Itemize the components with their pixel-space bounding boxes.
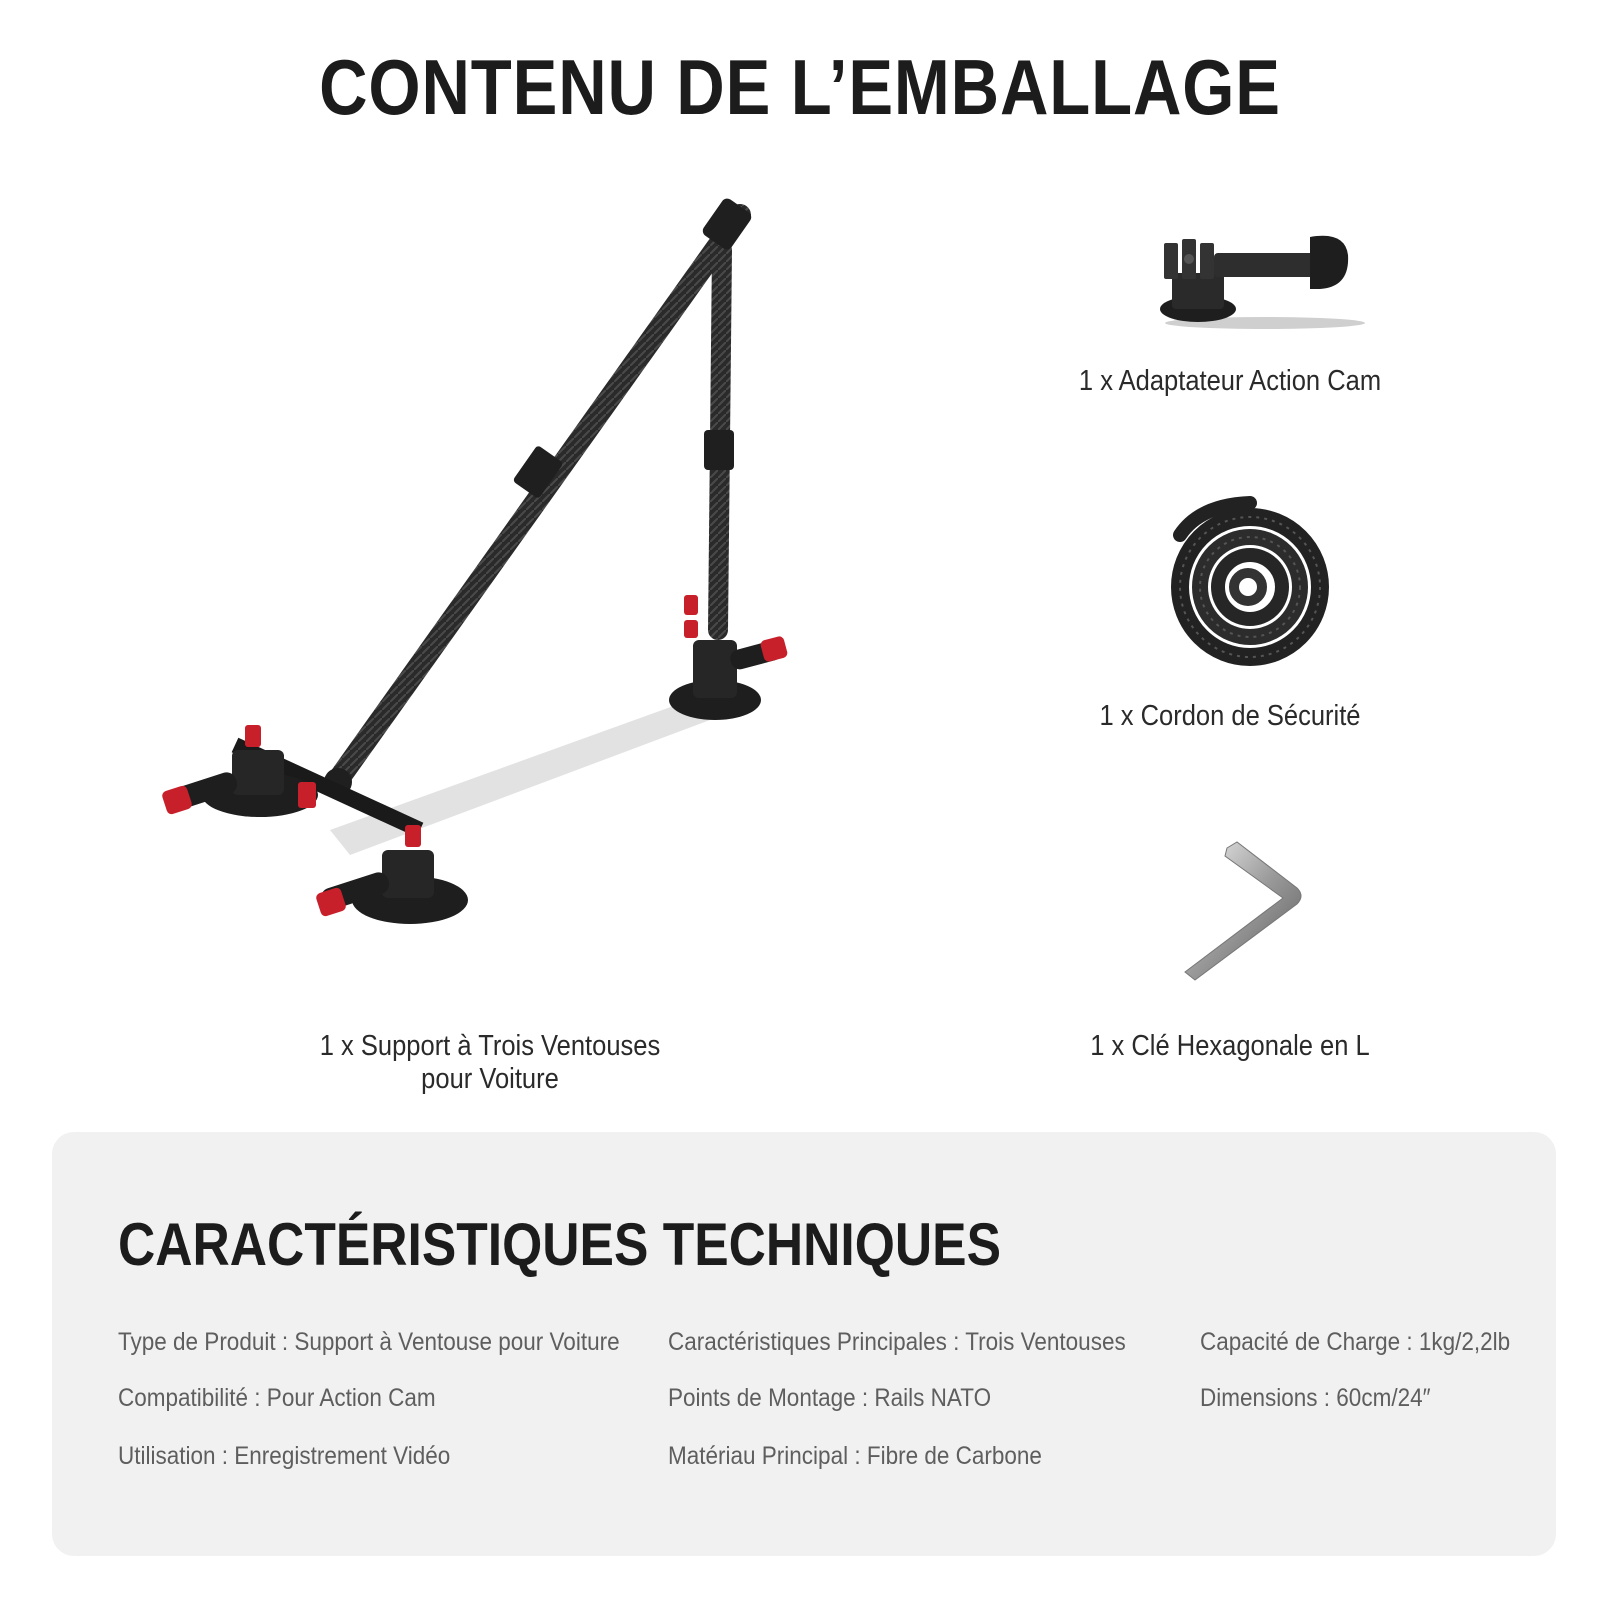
hex-key-image bbox=[1175, 840, 1315, 990]
spec-compatibility: Compatibilité : Pour Action Cam bbox=[118, 1384, 436, 1412]
spec-main-features: Caractéristiques Principales : Trois Ventouses bbox=[668, 1328, 1126, 1356]
spec-mount-points: Points de Montage : Rails NATO bbox=[668, 1384, 992, 1412]
specs-title: CARACTÉRISTIQUES TECHNIQUES bbox=[118, 1211, 1002, 1278]
item-label-adapter: 1 x Adaptateur Action Cam bbox=[1078, 365, 1382, 397]
spec-dimensions: Dimensions : 60cm/24″ bbox=[1200, 1384, 1431, 1412]
page-title: CONTENU DE L’EMBALLAGE bbox=[319, 43, 1281, 131]
spec-product-type: Type de Produit : Support à Ventouse pour Voiture bbox=[118, 1328, 620, 1356]
item-label-hex-key: 1 x Clé Hexagonale en L bbox=[1090, 1030, 1370, 1062]
specs-panel bbox=[52, 1132, 1556, 1556]
item-label-mount: 1 x Support à Trois Ventouses pour Voiture bbox=[319, 1030, 661, 1095]
spec-load-capacity: Capacité de Charge : 1kg/2,2lb bbox=[1200, 1328, 1511, 1356]
action-cam-adapter-image bbox=[1150, 225, 1370, 335]
triple-suction-mount-image bbox=[150, 190, 830, 960]
item-label-cord: 1 x Cordon de Sécurité bbox=[1099, 700, 1361, 732]
safety-cord-image bbox=[1160, 495, 1340, 675]
spec-material: Matériau Principal : Fibre de Carbone bbox=[668, 1442, 1042, 1470]
spec-usage: Utilisation : Enregistrement Vidéo bbox=[118, 1442, 451, 1470]
